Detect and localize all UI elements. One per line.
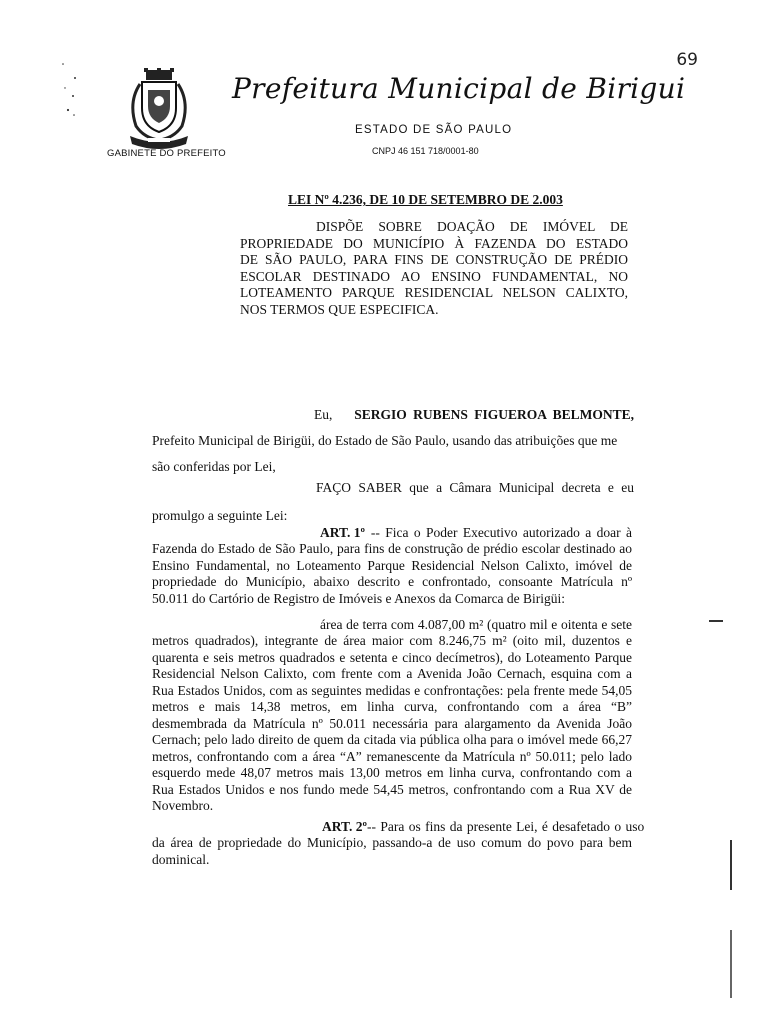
office-label: GABINETE DO PREFEITO xyxy=(107,148,226,159)
art2-line: da área de propriedade do Município, passando-a de uso comum do povo para bem xyxy=(152,835,632,850)
state-label: ESTADO DE SÃO PAULO xyxy=(355,124,513,136)
margin-line xyxy=(730,840,732,890)
art1-first-line xyxy=(320,525,632,542)
art1-label: ART. 1º xyxy=(320,525,365,540)
description-line: metros e mais 14,38 metros, em linha curva, confrontando com a área “B” xyxy=(152,699,632,714)
preamble-line-1 xyxy=(314,407,634,424)
art2-label: ART. 2º xyxy=(322,819,367,834)
description-paragraph xyxy=(152,633,632,815)
coat-of-arms-icon xyxy=(124,68,194,150)
municipality-title: Prefeitura Municipal de Birigui xyxy=(232,72,686,105)
ementa xyxy=(240,219,628,318)
art2-first-line xyxy=(322,819,645,836)
mayor-name: SERGIO RUBENS FIGUEROA BELMONTE, xyxy=(354,407,634,422)
ementa-line: ESCOLAR DESTINADO AO ENSINO FUNDAMENTAL, NO xyxy=(240,268,628,284)
margin-mark xyxy=(709,620,723,622)
art1-line: Fazenda do Estado de São Paulo, para fins de construção de prédio escolar destinado ao xyxy=(152,541,632,556)
description-line: metros quadrados), integrante de área maior com 8.246,75 m² (oito mil, duzentos e xyxy=(152,633,632,648)
preamble-eu: Eu, xyxy=(314,407,333,422)
ementa-line: NOS TERMOS QUE ESPECIFICA. xyxy=(240,301,439,317)
description-line: Novembro. xyxy=(152,798,214,813)
preamble-line-2: Prefeito Municipal de Birigüi, do Estado de São Paulo, usando das atribuições que me xyxy=(152,433,618,448)
margin-line xyxy=(730,930,732,998)
ementa-line: LOTEAMENTO PARQUE RESIDENCIAL NELSON CALIXTO, xyxy=(240,285,628,300)
description-line: Rua Estados Unidos, com as seguintes medidas e confrontações: pela frente mede 54,05 xyxy=(152,682,632,698)
art1-paragraph xyxy=(152,541,632,607)
art2-paragraph xyxy=(152,835,632,868)
description-line: Cernach; pelo lado direito de quem da citada via pública olha para o imóvel mede 66,27 xyxy=(152,732,632,747)
description-line: metros, confrontando com a área “A” remanescente da Matrícula nº 50.011; pelo lado xyxy=(152,748,632,764)
description-line: Residencial Nelson Calixto, com frente com a Avenida João Cernach, esquina com a xyxy=(152,666,632,681)
art1-line: Ensino Fundamental, no Loteamento Parque Residencial Nelson Calixto, imóvel de xyxy=(152,557,632,573)
cnpj-label: CNPJ 46 151 718/0001-80 xyxy=(372,146,479,156)
art2-first-text: -- Para os fins da presente Lei, é desafetado o uso xyxy=(366,819,645,834)
ementa-line: PROPRIEDADE DO MUNICÍPIO À FAZENDA DO ESTADO xyxy=(240,235,628,251)
description-first-line: área de terra com 4.087,00 m² (quatro mil e oitenta e sete xyxy=(320,617,632,632)
description-line: esquerdo mede 48,07 metros mais 13,00 metros em linha curva, confrontando com a xyxy=(152,765,632,780)
description-line: desmembrada da Matrícula nº 50.011 necessária para alargamento da Avenida João xyxy=(152,715,632,731)
preamble-line-5: promulgo a seguinte Lei: xyxy=(152,508,288,523)
ementa-line: DE SÃO PAULO, PARA FINS DE CONSTRUÇÃO DE PRÉDIO xyxy=(240,252,628,267)
page-number: 69 xyxy=(676,50,698,70)
scan-specks xyxy=(60,60,80,130)
description-line: quarenta e seis metros quadrados e setenta e cinco decímetros), do Loteamento Parque xyxy=(152,649,632,665)
art1-line: 50.011 do Cartório de Registro de Imóveis e Anexos da Comarca de Birigüi: xyxy=(152,590,566,606)
ementa-line: DISPÕE SOBRE DOAÇÃO DE IMÓVEL DE xyxy=(316,219,628,234)
art1-line: propriedade do Município, abaixo descrito e confrontado, consoante Matrícula nº xyxy=(152,574,632,589)
preamble-line-4: FAÇO SABER que a Câmara Municipal decreta e eu xyxy=(316,480,634,495)
law-title: LEI Nº 4.236, DE 10 DE SETEMBRO DE 2.003 xyxy=(288,192,563,207)
art2-line: dominical. xyxy=(152,851,210,867)
art1-first-text: -- Fica o Poder Executivo autorizado a doar à xyxy=(370,525,632,540)
description-line: Rua Estados Unidos e nos fundo mede 54,45 metros, confrontando com a Rua XV de xyxy=(152,781,632,797)
preamble-line-3: são conferidas por Lei, xyxy=(152,459,276,474)
